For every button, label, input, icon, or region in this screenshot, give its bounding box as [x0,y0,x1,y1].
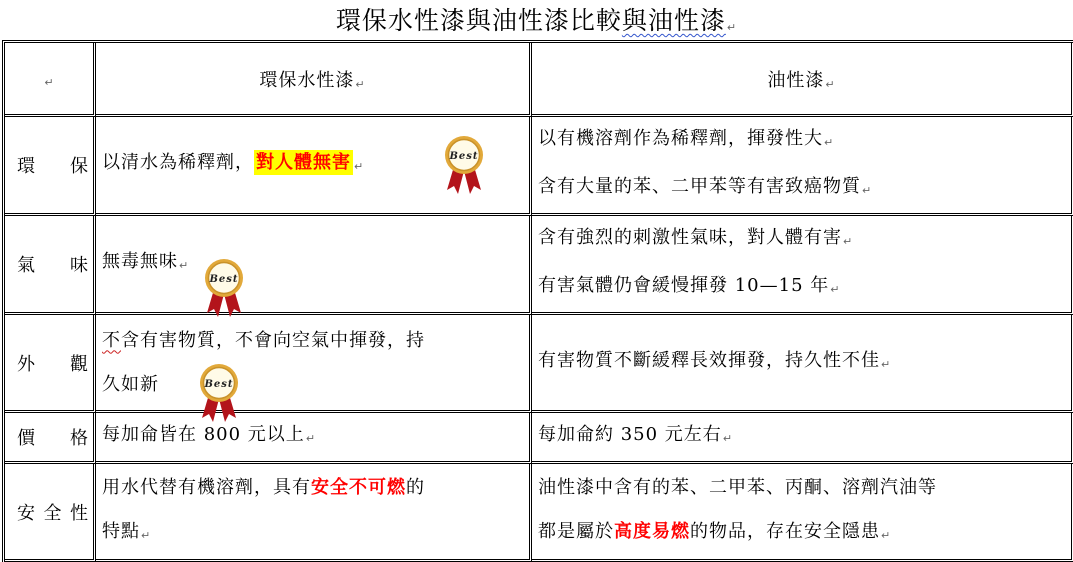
water-text-plain: 含有害物質，不會向空氣中揮發，持 [121,329,425,351]
water-text-plain: 的 [406,476,425,498]
document-title [0,4,1073,45]
water-line [102,466,523,510]
oil-line [538,117,1065,165]
row-label: 氣 味 [17,255,89,276]
row-label: 安全性 [17,502,89,524]
water-text [102,424,316,445]
paragraph-mark-icon: ↵ [355,77,366,91]
oil-line-text: 有害物質不斷緩釋長效揮發，持久性不佳 [538,349,880,371]
water-text-flagged: 不 [102,329,121,351]
water-cell [96,413,532,464]
oil-line [538,466,1065,510]
row-label-cell [5,464,96,562]
header-empty-cell [5,43,96,117]
paragraph-mark-icon: ↵ [305,432,317,445]
highlight-text: 安全不可燃 [311,476,406,498]
oil-line-text: 的物品，存在安全隱患 [690,520,880,542]
paragraph-mark-icon: ↵ [722,432,734,445]
oil-line [538,264,1065,312]
water-text-plain: 用水代替有機溶劑，具有 [102,476,311,498]
oil-line-text: 都是屬於 [538,520,614,542]
paragraph-mark-icon: ↵ [44,76,55,89]
title-wavy-text: 與油性漆 [621,6,726,35]
header-oil-label: 油性漆 [767,69,825,91]
oil-line-text: 油性漆中含有的苯、二甲苯、丙酮、溶劑汽油等 [538,476,937,498]
oil-line-text: 含有大量的苯、二甲苯等有害致癌物質 [538,176,861,197]
paragraph-mark-icon: ↵ [881,357,892,371]
best-badge-icon [441,135,487,197]
water-text-plain: 無毒無味 [102,251,178,272]
water-cell [96,216,532,315]
table-row [5,413,1073,464]
row-label-cell [5,216,96,315]
paragraph-mark-icon: ↵ [825,77,836,91]
header-oil-paint [532,43,1073,117]
water-cell [96,315,532,413]
water-text [102,251,189,272]
header-water-label: 環保水性漆 [259,69,355,91]
badge-label: Best [204,379,234,390]
table-row [5,464,1073,562]
oil-cell [532,464,1073,562]
row-label: 環 保 [17,156,89,177]
paragraph-mark-icon: ↵ [862,184,873,197]
water-text-plain: 以清水為稀釋劑， [102,152,254,173]
oil-cell [532,413,1073,464]
table-row [5,117,1073,216]
water-line [102,319,523,363]
paragraph-mark-icon: ↵ [179,259,190,272]
highlight-text: 高度易燃 [614,520,690,542]
row-label: 外 觀 [17,353,89,375]
oil-cell [532,315,1073,413]
paragraph-mark-icon: ↵ [881,528,892,542]
table-header-row [5,43,1073,117]
table-row [5,216,1073,315]
badge-label: Best [449,151,479,162]
water-cell [96,117,532,216]
oil-cell [532,216,1073,315]
title-text: 環保水性漆與油性漆比較 [335,6,622,35]
paragraph-mark-icon: ↵ [843,235,854,248]
row-label-cell [5,117,96,216]
oil-line [538,339,1065,387]
oil-line [538,510,1065,558]
comparison-table [2,40,1073,562]
row-label-cell [5,315,96,413]
water-text [102,152,364,173]
table-row [5,315,1073,413]
oil-line [538,413,1065,461]
oil-line-text: 有害氣體仍會緩慢揮發 10—15 年 [538,275,830,296]
highlight-text: 對人體無害 [256,152,351,173]
paragraph-mark-icon: ↵ [726,21,738,34]
oil-line-text: 含有強烈的刺激性氣味，對人體有害 [538,227,842,248]
paragraph-mark-icon: ↵ [141,528,152,542]
oil-line [538,165,1065,213]
water-text-plain: 每加侖皆在 800 元以上 [102,424,305,445]
oil-cell [532,117,1073,216]
paragraph-mark-icon: ↵ [354,160,365,173]
best-badge-icon [201,258,247,320]
row-label: 價 格 [17,428,89,449]
water-cell [96,464,532,562]
water-line [102,510,523,558]
paragraph-mark-icon: ↵ [824,136,835,149]
water-text-plain: 久如新 [102,373,159,395]
water-line [102,363,523,407]
oil-line [538,216,1065,264]
paragraph-mark-icon: ↵ [830,283,841,296]
badge-label: Best [209,274,239,285]
oil-line-text: 以有機溶劑作為稀釋劑，揮發性大 [538,128,823,149]
water-text-plain: 特點 [102,520,140,542]
row-label-cell [5,413,96,464]
header-water-paint [96,43,532,117]
oil-line-text: 每加侖約 350 元左右 [538,424,722,445]
